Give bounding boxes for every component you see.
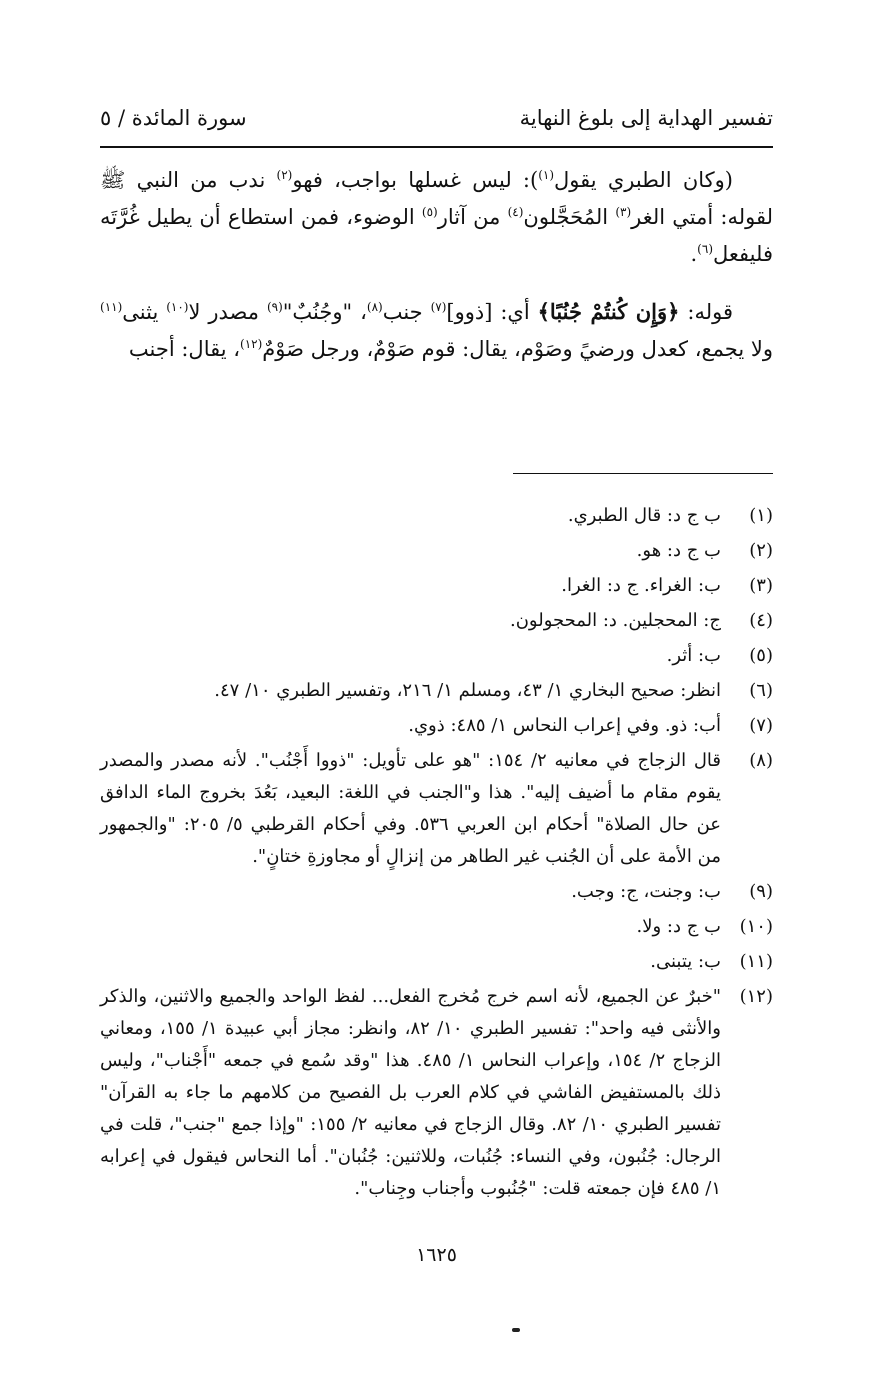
text-run: ولا يجمع، كعدل ورضيً وصَوْم، يقال: قوم صَوْمٌ، ورجل صَوْمٌ [262,337,773,361]
footnote-ref[interactable]: (١) [538,168,555,182]
footnote-number: (٧) [749,715,773,736]
footnote-ref[interactable]: (٤) [507,205,524,219]
footnote-ref[interactable]: (١٢) [240,337,263,351]
footnote [100,911,773,943]
footnote-number: (١) [749,505,773,526]
text-run: ، يقال: أجنب [128,337,241,361]
footnote [100,981,773,1205]
footnote [100,535,773,567]
footnote [100,946,773,978]
footnote-number: (٨) [749,750,773,771]
footnote-text: قال الزجاج في معانيه ٢/ ١٥٤: "هو على تأويل: "ذووا أَجْنُب". لأنه مصدر والمصدر يقوم مقام ما أضيف إليه". هذا و"الجنب في اللغة: البعيد، بَعُدَ بخروج الماء الدافق عن حال الصلاة" أحكام ابن العربي ٥٣٦. وفي أحكام القرطبي ٥/ ٢٠٥: "والجمهور من الأمة على أن الجُنب غير الطاهر من إنزالٍ أو مجاوزةِ ختانٍ". [100,750,722,867]
paragraph-2 [100,293,773,368]
main-text [100,162,773,388]
text-run: من آثار [437,205,508,229]
text-run: المُحَجَّلون [523,205,616,229]
text-run: ): ليس غسلها بواجب، فهو [292,168,539,192]
header-rule [100,146,773,148]
footnote-text: ب: وجنت، ج: وجب. [571,881,721,902]
footnote-text: ب: أثر. [666,645,721,666]
text-run: مصدر لا [188,300,267,324]
footnote-text: "خبرٌ عن الجميع، لأنه اسم خرج مُخرج الفعل... لفظ الواحد والجميع والاثنين، والذكر والأنثى فيه واحد": تفسير الطبري ١٠/ ٨٢، وانظر: مجاز أبي عبيدة ١/ ١٥٥، ومعاني الزجاج ٢/ ١٥٤، وإعراب النحاس ١/ ٤٨٥. هذا "وقد سُمع في جمعه "أَجْناب"، وليس ذلك بالمستفيض الفاشي في كلام العرب بل الفصيح من كلامهم ما جاء به القرآن" تفسير الطبري ١٠/ ٨٢. وقال الزجاج في معانيه ٢/ ١٥٥: "وإذا جمع "جنب"، قلت في الرجال: جُنُبون، وفي النساء: جُنُبات، وللاثنين: جُنُبان". أما النحاس فيقول في إعرابه ١/ ٤٨٥ فإن جمعته قلت: "جُنُبوب وأجناب وجِناب". [100,986,722,1199]
footnote [100,675,773,707]
footnote-number: (٣) [749,575,773,596]
footnote [100,745,773,873]
footnote-text: ب ج د: ولا. [636,916,721,937]
footnote [100,605,773,637]
footnote-number: (١٢) [739,986,773,1007]
footnote-ref[interactable]: (١٠) [166,300,189,314]
footnote [100,570,773,602]
text-run: أي: [ذوو] [446,300,538,324]
footnote-ref[interactable]: (١١) [100,300,123,314]
scan-mark [512,1328,520,1332]
footnote-ref[interactable]: (٦) [697,242,713,256]
footnote-text: ب: يتبنى. [650,951,721,972]
text-run: يثنى [122,300,167,324]
footnote-number: (٢) [749,540,773,561]
page-number: ١٦٢٥ [416,1244,457,1266]
footnote-ref[interactable]: (٧) [430,300,447,314]
running-header [100,100,773,136]
footnote-ref[interactable]: (٥) [421,205,438,219]
footnote-ref[interactable]: (٩) [266,300,283,314]
footnote-ref[interactable]: (٣) [615,205,632,219]
footnote-number: (١٠) [739,916,773,937]
paragraph-1 [100,162,773,273]
footnote-number: (٥) [749,645,773,666]
footnote-number: (٩) [749,881,773,902]
text-run: (وكان الطبري يقول [554,168,734,192]
footnote-separator [513,473,773,474]
footnotes [100,500,773,1208]
text-run: ندب من النبي ﷺ لقوله: أمتي الغر [100,168,774,229]
footnote-number: (١١) [739,951,773,972]
footnote-text: ب ج د: قال الطبري. [567,505,721,526]
text-run: قوله: [679,300,733,324]
text-run: الوضوء، فمن استطاع أن يطيل غُرَّتَه فليفعل [100,205,773,266]
footnote-text: أب: ذو. وفي إعراب النحاس ١/ ٤٨٥: ذوي. [408,715,721,736]
quran-verse: ﴿وَإِن كُنتُمْ جُنُبًا﴾ [537,299,680,324]
footnote-text: ج: المحجلين. د: المحجولون. [509,610,721,631]
footnote [100,876,773,908]
footnote-number: (٦) [749,680,773,701]
text-run: . [690,242,698,266]
footnote [100,640,773,672]
footnote [100,710,773,742]
footnote-ref[interactable]: (٨) [366,300,383,314]
footnote-text: انظر: صحيح البخاري ١/ ٤٣، ومسلم ١/ ٢١٦، وتفسير الطبري ١٠/ ٤٧. [214,680,721,701]
footnote-ref[interactable]: (٢) [276,168,293,182]
footnote-text: ب: الغراء. ج د: الغرا. [561,575,721,596]
text-run: جنب [382,300,431,324]
book-title: تفسير الهداية إلى بلوغ النهاية [519,106,773,130]
text-run: ، "وجُنُبٌ" [282,300,367,324]
surah-label: سورة المائدة / ٥ [100,106,247,130]
footnote [100,500,773,532]
footnote-text: ب ج د: هو. [636,540,721,561]
footnote-number: (٤) [749,610,773,631]
